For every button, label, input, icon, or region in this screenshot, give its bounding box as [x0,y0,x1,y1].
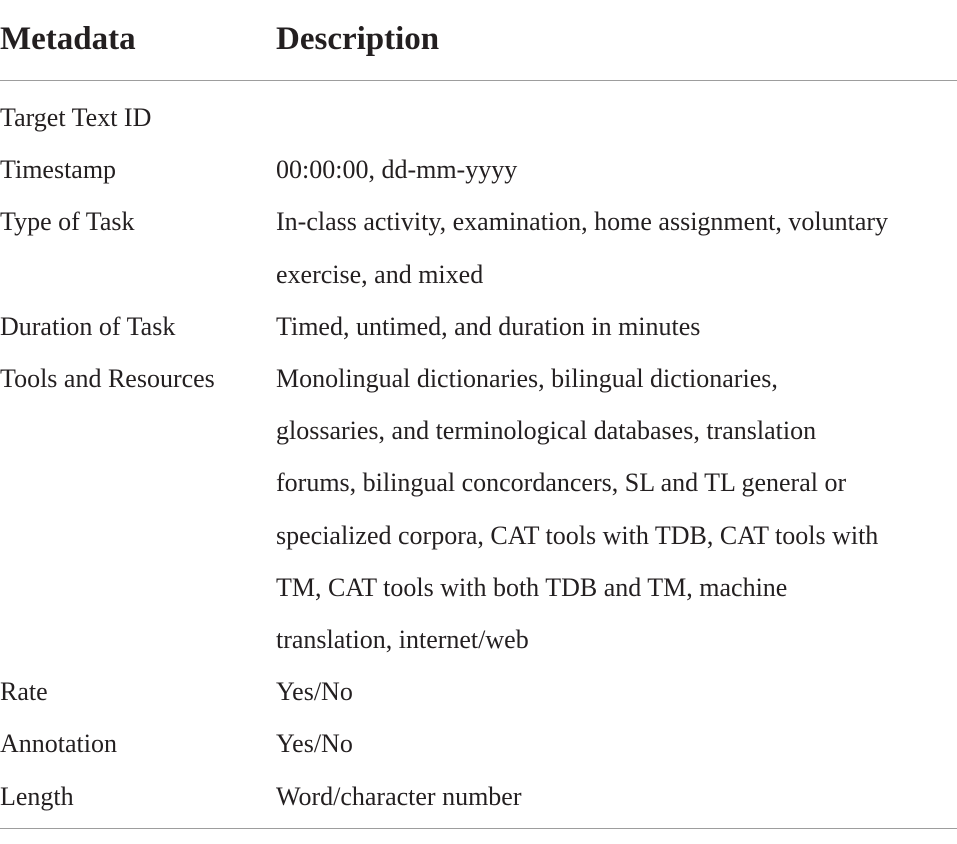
metadata-cell: Tools and Resources [0,364,215,394]
metadata-cell: Duration of Task [0,311,176,341]
description-line: exercise, and mixed [276,259,484,289]
description-cell [276,771,957,823]
table-row [0,666,957,718]
table-header-row [0,0,957,81]
description-line: translation, internet/web [276,625,529,655]
table-row [0,301,957,353]
table-row [0,771,957,823]
description-line: Monolingual dictionaries, bilingual dictionaries, [276,364,778,394]
header-metadata: Metadata [0,21,136,57]
table-row [0,718,957,770]
description-cell [276,718,957,770]
description-line: TM, CAT tools with both TDB and TM, machine [276,572,788,602]
metadata-cell: Length [0,781,74,811]
description-cell [276,353,957,666]
description-line [276,92,957,144]
description-cell [276,666,957,718]
metadata-cell: Type of Task [0,207,135,237]
description-line: glossaries, and terminological databases, translation [276,416,817,446]
table-row [0,144,957,196]
description-line: 00:00:00, dd-mm-yyyy [276,155,518,185]
description-cell [276,301,957,353]
table-row [0,353,957,666]
metadata-cell: Rate [0,677,48,707]
description-line: In-class activity, examination, home assignment, voluntary [276,207,889,237]
description-line: Yes/No [276,729,353,759]
metadata-cell: Annotation [0,729,117,759]
description-line: Yes/No [276,677,353,707]
description-line: Word/character number [276,781,522,811]
table-bottom-rule [0,828,957,829]
table-row [0,196,957,300]
metadata-cell: Timestamp [0,155,117,185]
description-cell [276,196,957,300]
header-description: Description [276,21,440,57]
description-line: Timed, untimed, and duration in minutes [276,311,701,341]
metadata-cell: Target Text ID [0,103,152,132]
table-body [0,81,957,823]
description-line: forums, bilingual concordancers, SL and TL general or [276,468,847,498]
description-cell [276,92,957,144]
description-line: specialized corpora, CAT tools with TDB, CAT tools with [276,520,879,550]
description-cell [276,144,957,196]
table-row [0,92,957,144]
